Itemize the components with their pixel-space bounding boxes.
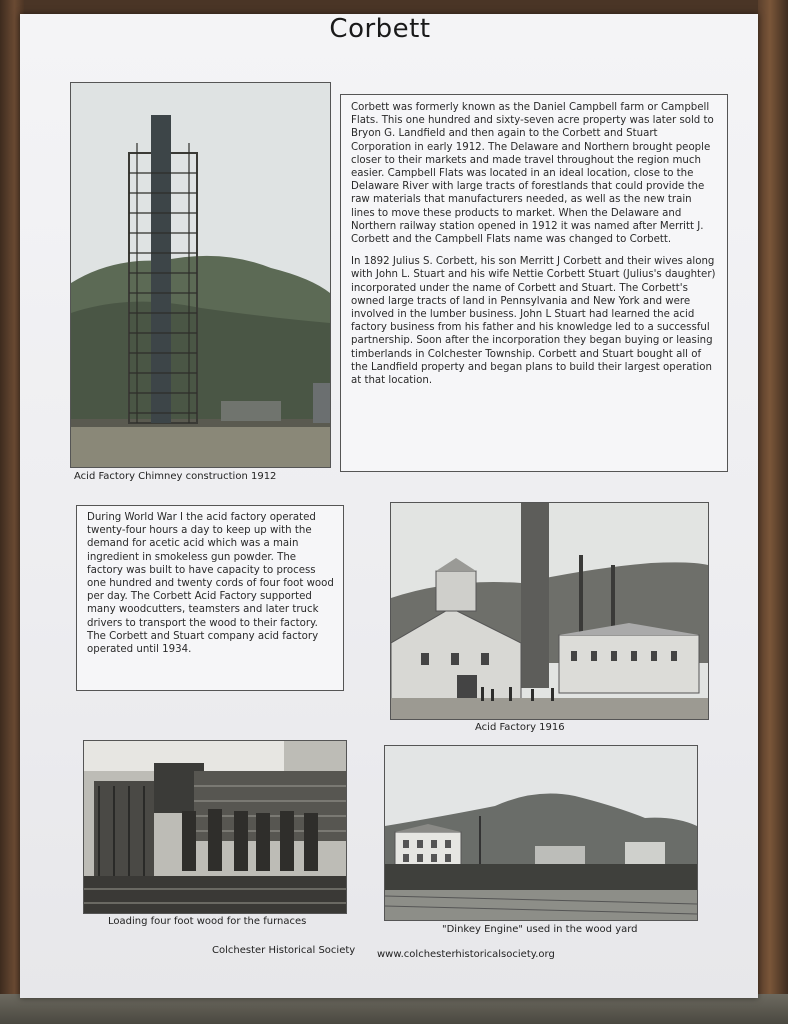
society-name: Colchester Historical Society bbox=[212, 945, 356, 956]
intro-paragraph: Corbett was formerly known as the Daniel Campbell farm or Campbell Flats. This one hundred and sixty-seven acre property was later sold to Bryon G. Landfield and then again to the Corbett and Stuart Corporation in early 1912. The Delaware and Northern brought people closer to their markets and made travel throughout the region much easier. Campbell Flats was located in an ideal location, close to the Delaware River with large tracts of forestlands that could provide the raw materials that manufacturers needed, as well as the new train lines to move these products to market. When the Delaware and Northern railway station opened in 1912 it was named after Merritt J. Corbett and the Campbell Flats name was changed to Corbett. bbox=[351, 102, 714, 246]
chimney-caption: Acid Factory Chimney construction 1912 bbox=[74, 471, 277, 482]
society-website-link[interactable]: www.colchesterhistoricalsociety.org bbox=[377, 949, 555, 960]
history-text-box bbox=[340, 94, 728, 472]
war-paragraph: The Corbett and Stuart company acid factory operated until 1934. bbox=[87, 630, 319, 656]
frame-bottom-ledge bbox=[0, 994, 788, 1024]
loading-caption: Loading four foot wood for the furnaces bbox=[108, 916, 307, 927]
intro-paragraph: In 1892 Julius S. Corbett, his son Merritt J Corbett and their wives along with John L. Stuart and his wife Nettie Corbett Stuart (Julius's daughter) incorporated under the name of Corbett and Stuart. The Corbett's owned large tracts of land in Pennsylvania and New York and were involved in the lumber business. John L Stuart had learned the acid factory business from his father and his knowledge led to a successful partnership. Soon after the incorporation they began buying or leasing timberlands in Colchester Township. Corbett and Stuart bought all of the Landfield property and began plans to build their largest operation at that location. bbox=[351, 256, 716, 387]
chimney-construction-photo bbox=[70, 82, 331, 468]
loading-wood-photo bbox=[83, 740, 347, 914]
acid-factory-photo bbox=[390, 502, 709, 720]
war-paragraph: During World War I the acid factory operated twenty-four hours a day to keep up with the demand for acetic acid which was a main ingredient in smokeless gun powder. The factory was built to have capacity to process one hundred and twenty cords of four foot wood per day. The Corbett Acid Factory supported many woodcutters, teamsters and later truck drivers to transport the wood to their factory. bbox=[87, 512, 334, 629]
wood-frame-right bbox=[758, 0, 788, 1024]
factory-caption: Acid Factory 1916 bbox=[475, 722, 565, 733]
page-title: Corbett bbox=[329, 14, 431, 44]
dinkey-engine-photo bbox=[384, 745, 698, 921]
dinkey-caption: "Dinkey Engine" used in the wood yard bbox=[442, 924, 638, 935]
world-war-text-box bbox=[76, 505, 344, 691]
